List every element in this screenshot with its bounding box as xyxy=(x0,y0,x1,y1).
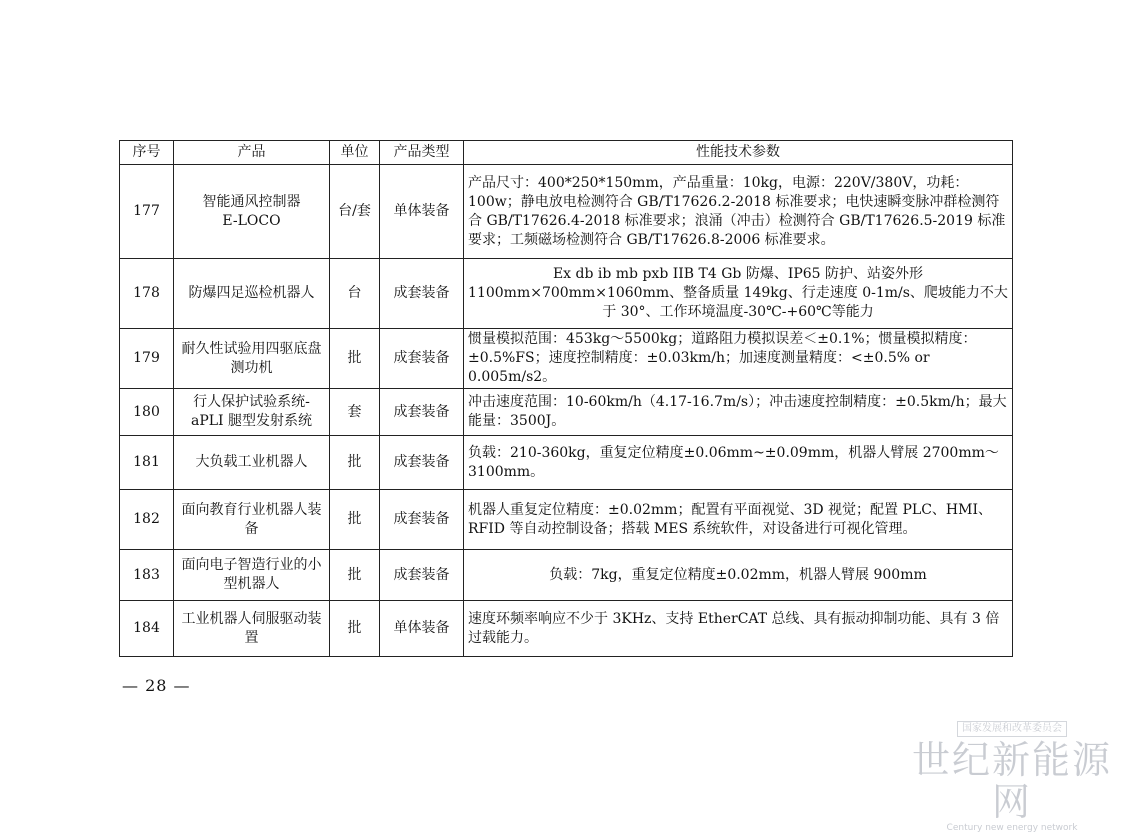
table-row xyxy=(120,436,1013,490)
cell-params: 产品尺寸：400*250*150mm，产品重量：10kg，电源：220V/380V，功耗：100w；静电放电检测符合 GB/T17626.2-2018 标准要求；电快速瞬变脉冲群检测符合 GB/T17626.4-2018 标准要求；浪涌（冲击）检测符合 GB/T17626.5-2019 标准要求；工频磁场检测符合 GB/T17626.8-2006 标准要求。 xyxy=(464,165,1013,259)
cell-params: 冲击速度范围：10-60km/h（4.17-16.7m/s）；冲击速度控制精度：±0.5km/h；最大能量：3500J。 xyxy=(464,389,1013,436)
header-unit: 单位 xyxy=(330,141,380,165)
cell-unit: 台/套 xyxy=(330,165,380,259)
watermark-sub-text: Century new energy network xyxy=(946,823,1078,833)
cell-serial: 179 xyxy=(120,329,174,389)
page-number: — 28 — xyxy=(122,676,191,695)
cell-params: 惯量模拟范围：453kg～5500kg；道路阻力模拟误差＜±0.1%；惯量模拟精度：±0.5%FS；速度控制精度：±0.03km/h；加速度测量精度：<±0.5% or 0.005m/s2。 xyxy=(464,329,1013,389)
header-technical-params: 性能技术参数 xyxy=(464,141,1013,165)
table-row xyxy=(120,601,1013,657)
cell-product: 面向教育行业机器人装备 xyxy=(174,490,330,550)
product-table xyxy=(119,140,1013,657)
cell-type: 成套装备 xyxy=(380,329,464,389)
cell-params: 速度环频率响应不少于 3KHz、支持 EtherCAT 总线、具有振动抑制功能、具有 3 倍过载能力。 xyxy=(464,601,1013,657)
cell-unit: 批 xyxy=(330,436,380,490)
cell-params: Ex db ib mb pxb IIB T4 Gb 防爆、IP65 防护、站姿外形 1100mm×700mm×1060mm、整备质量 149kg、行走速度 0-1m/s、爬坡能力不大于 30°、工作环境温度-30℃-+60℃等能力 xyxy=(464,259,1013,329)
table-row xyxy=(120,329,1013,389)
watermark-main-text: 世纪新能源网 xyxy=(912,738,1113,824)
cell-product: 行人保护试验系统-aPLI 腿型发射系统 xyxy=(174,389,330,436)
table-row xyxy=(120,259,1013,329)
cell-product: 工业机器人伺服驱动装置 xyxy=(174,601,330,657)
cell-unit: 批 xyxy=(330,550,380,601)
cell-type: 单体装备 xyxy=(380,601,464,657)
table-row xyxy=(120,165,1013,259)
cell-product: 面向电子智造行业的小型机器人 xyxy=(174,550,330,601)
cell-product: 智能通风控制器 E-LOCO xyxy=(174,165,330,259)
cell-unit: 套 xyxy=(330,389,380,436)
cell-product: 防爆四足巡检机器人 xyxy=(174,259,330,329)
cell-product: 耐久性试验用四驱底盘测功机 xyxy=(174,329,330,389)
table-header-row xyxy=(120,141,1013,165)
cell-params: 负载：7kg，重复定位精度±0.02mm，机器人臂展 900mm xyxy=(464,550,1013,601)
cell-type: 成套装备 xyxy=(380,550,464,601)
cell-type: 成套装备 xyxy=(380,259,464,329)
cell-type: 成套装备 xyxy=(380,490,464,550)
header-product: 产品 xyxy=(174,141,330,165)
watermark-top-text: 国家发展和改革委员会 xyxy=(957,721,1067,737)
cell-serial: 178 xyxy=(120,259,174,329)
table-row xyxy=(120,389,1013,436)
watermark-logo xyxy=(912,716,1113,833)
cell-serial: 180 xyxy=(120,389,174,436)
cell-serial: 177 xyxy=(120,165,174,259)
cell-unit: 批 xyxy=(330,329,380,389)
table-row xyxy=(120,550,1013,601)
header-serial: 序号 xyxy=(120,141,174,165)
cell-type: 成套装备 xyxy=(380,436,464,490)
cell-serial: 181 xyxy=(120,436,174,490)
cell-type: 成套装备 xyxy=(380,389,464,436)
cell-product: 大负载工业机器人 xyxy=(174,436,330,490)
table-row xyxy=(120,490,1013,550)
cell-unit: 批 xyxy=(330,601,380,657)
cell-serial: 183 xyxy=(120,550,174,601)
cell-params: 机器人重复定位精度：±0.02mm；配置有平面视觉、3D 视觉；配置 PLC、HMI、RFID 等自动控制设备；搭载 MES 系统软件，对设备进行可视化管理。 xyxy=(464,490,1013,550)
cell-serial: 184 xyxy=(120,601,174,657)
cell-type: 单体装备 xyxy=(380,165,464,259)
cell-unit: 批 xyxy=(330,490,380,550)
cell-serial: 182 xyxy=(120,490,174,550)
header-product-type: 产品类型 xyxy=(380,141,464,165)
cell-params: 负载：210-360kg，重复定位精度±0.06mm~±0.09mm，机器人臂展 2700mm～3100mm。 xyxy=(464,436,1013,490)
cell-unit: 台 xyxy=(330,259,380,329)
